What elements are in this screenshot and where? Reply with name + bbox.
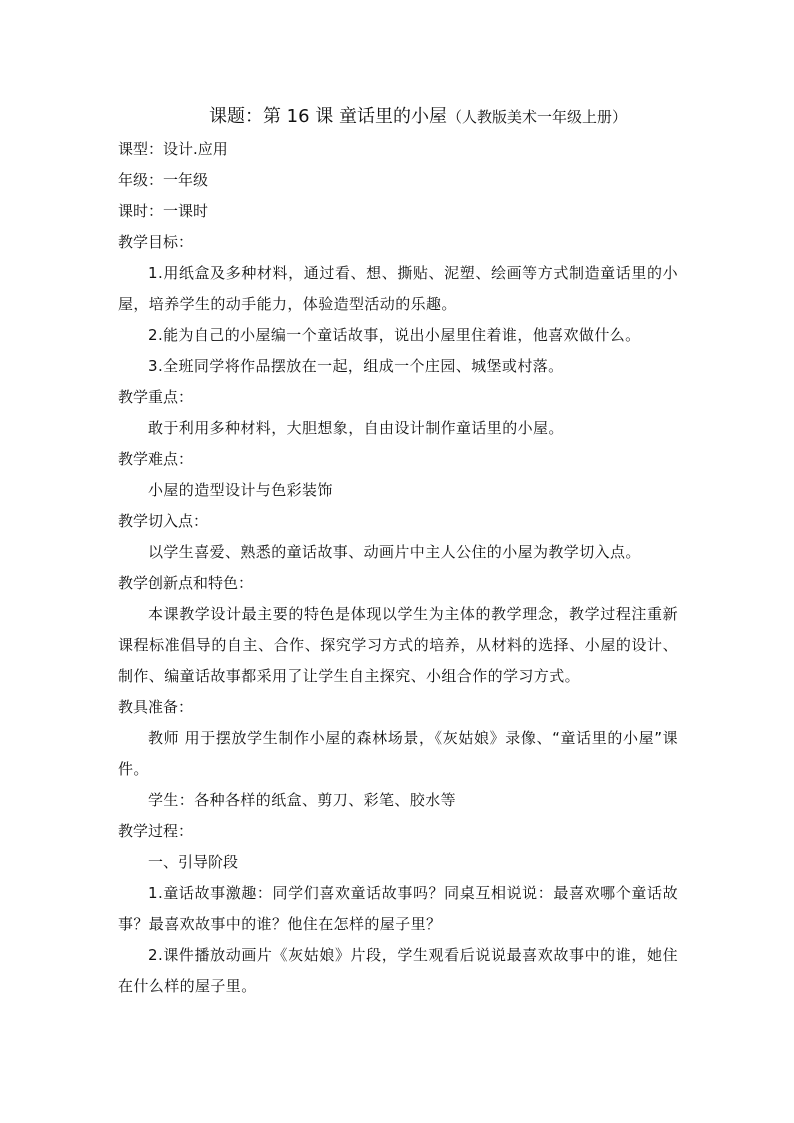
innovation-text: 本课教学设计最主要的特色是体现以学生为主体的教学理念，教学过程注重新课程标准倡导的自主、合作、探究学习方式的培养，从材料的选择、小屋的设计、制作、编童话故事都采用了让学生自主探究、小组合作的学习方式。 <box>118 605 678 685</box>
goals-heading: 教学目标： <box>118 233 194 251</box>
difficulties-heading: 教学难点： <box>118 450 194 468</box>
entry-point-heading: 教学切入点： <box>118 512 209 530</box>
goal-item: 3.全班同学将作品摆放在一起，组成一个庄园、城堡或村落。 <box>148 357 564 375</box>
lesson-type: 课型：设计.应用 <box>118 140 228 158</box>
difficulties-text: 小屋的造型设计与色彩装饰 <box>148 481 333 499</box>
innovation-heading: 教学创新点和特色： <box>118 574 254 592</box>
process-heading: 教学过程： <box>118 822 194 840</box>
entry-point-text: 以学生喜爱、熟悉的童话故事、动画片中主人公住的小屋为教学切入点。 <box>148 543 641 561</box>
materials-heading: 教具准备： <box>118 698 194 716</box>
key-points-text: 敢于利用多种材料，大胆想象，自由设计制作童话里的小屋。 <box>148 419 564 437</box>
title-main: 课题：第 16 课 童话里的小屋 <box>208 106 448 127</box>
process-step: 2.课件播放动画片《灰姑娘》片段，学生观看后说说最喜欢故事中的谁，她住在什么样的屋子里。 <box>118 946 678 995</box>
lesson-grade: 年级：一年级 <box>118 171 209 189</box>
goal-item: 1.用纸盒及多种材料，通过看、想、撕贴、泥塑、绘画等方式制造童话里的小屋，培养学生的动手能力，体验造型活动的乐趣。 <box>118 264 678 313</box>
materials-teacher: 教师 用于摆放学生制作小屋的森林场景，《灰姑娘》录像、“童话里的小屋”课件。 <box>118 729 678 778</box>
process-step: 1.童话故事激趣：同学们喜欢童话故事吗？同桌互相说说：最喜欢哪个童话故事？最喜欢故事中的谁？他住在怎样的屋子里？ <box>118 884 678 933</box>
goal-item: 2.能为自己的小屋编一个童话故事，说出小屋里住着谁，他喜欢做什么。 <box>148 326 641 344</box>
lesson-hours: 课时：一课时 <box>118 202 209 220</box>
process-stage-title: 一、引导阶段 <box>148 853 239 871</box>
key-points-heading: 教学重点： <box>118 388 194 406</box>
materials-student: 学生：各种各样的纸盒、剪刀、彩笔、胶水等 <box>148 791 457 809</box>
document-page <box>118 100 678 1002</box>
title-sub: （人教版美术一年级上册） <box>447 108 628 126</box>
document-title <box>158 100 678 134</box>
